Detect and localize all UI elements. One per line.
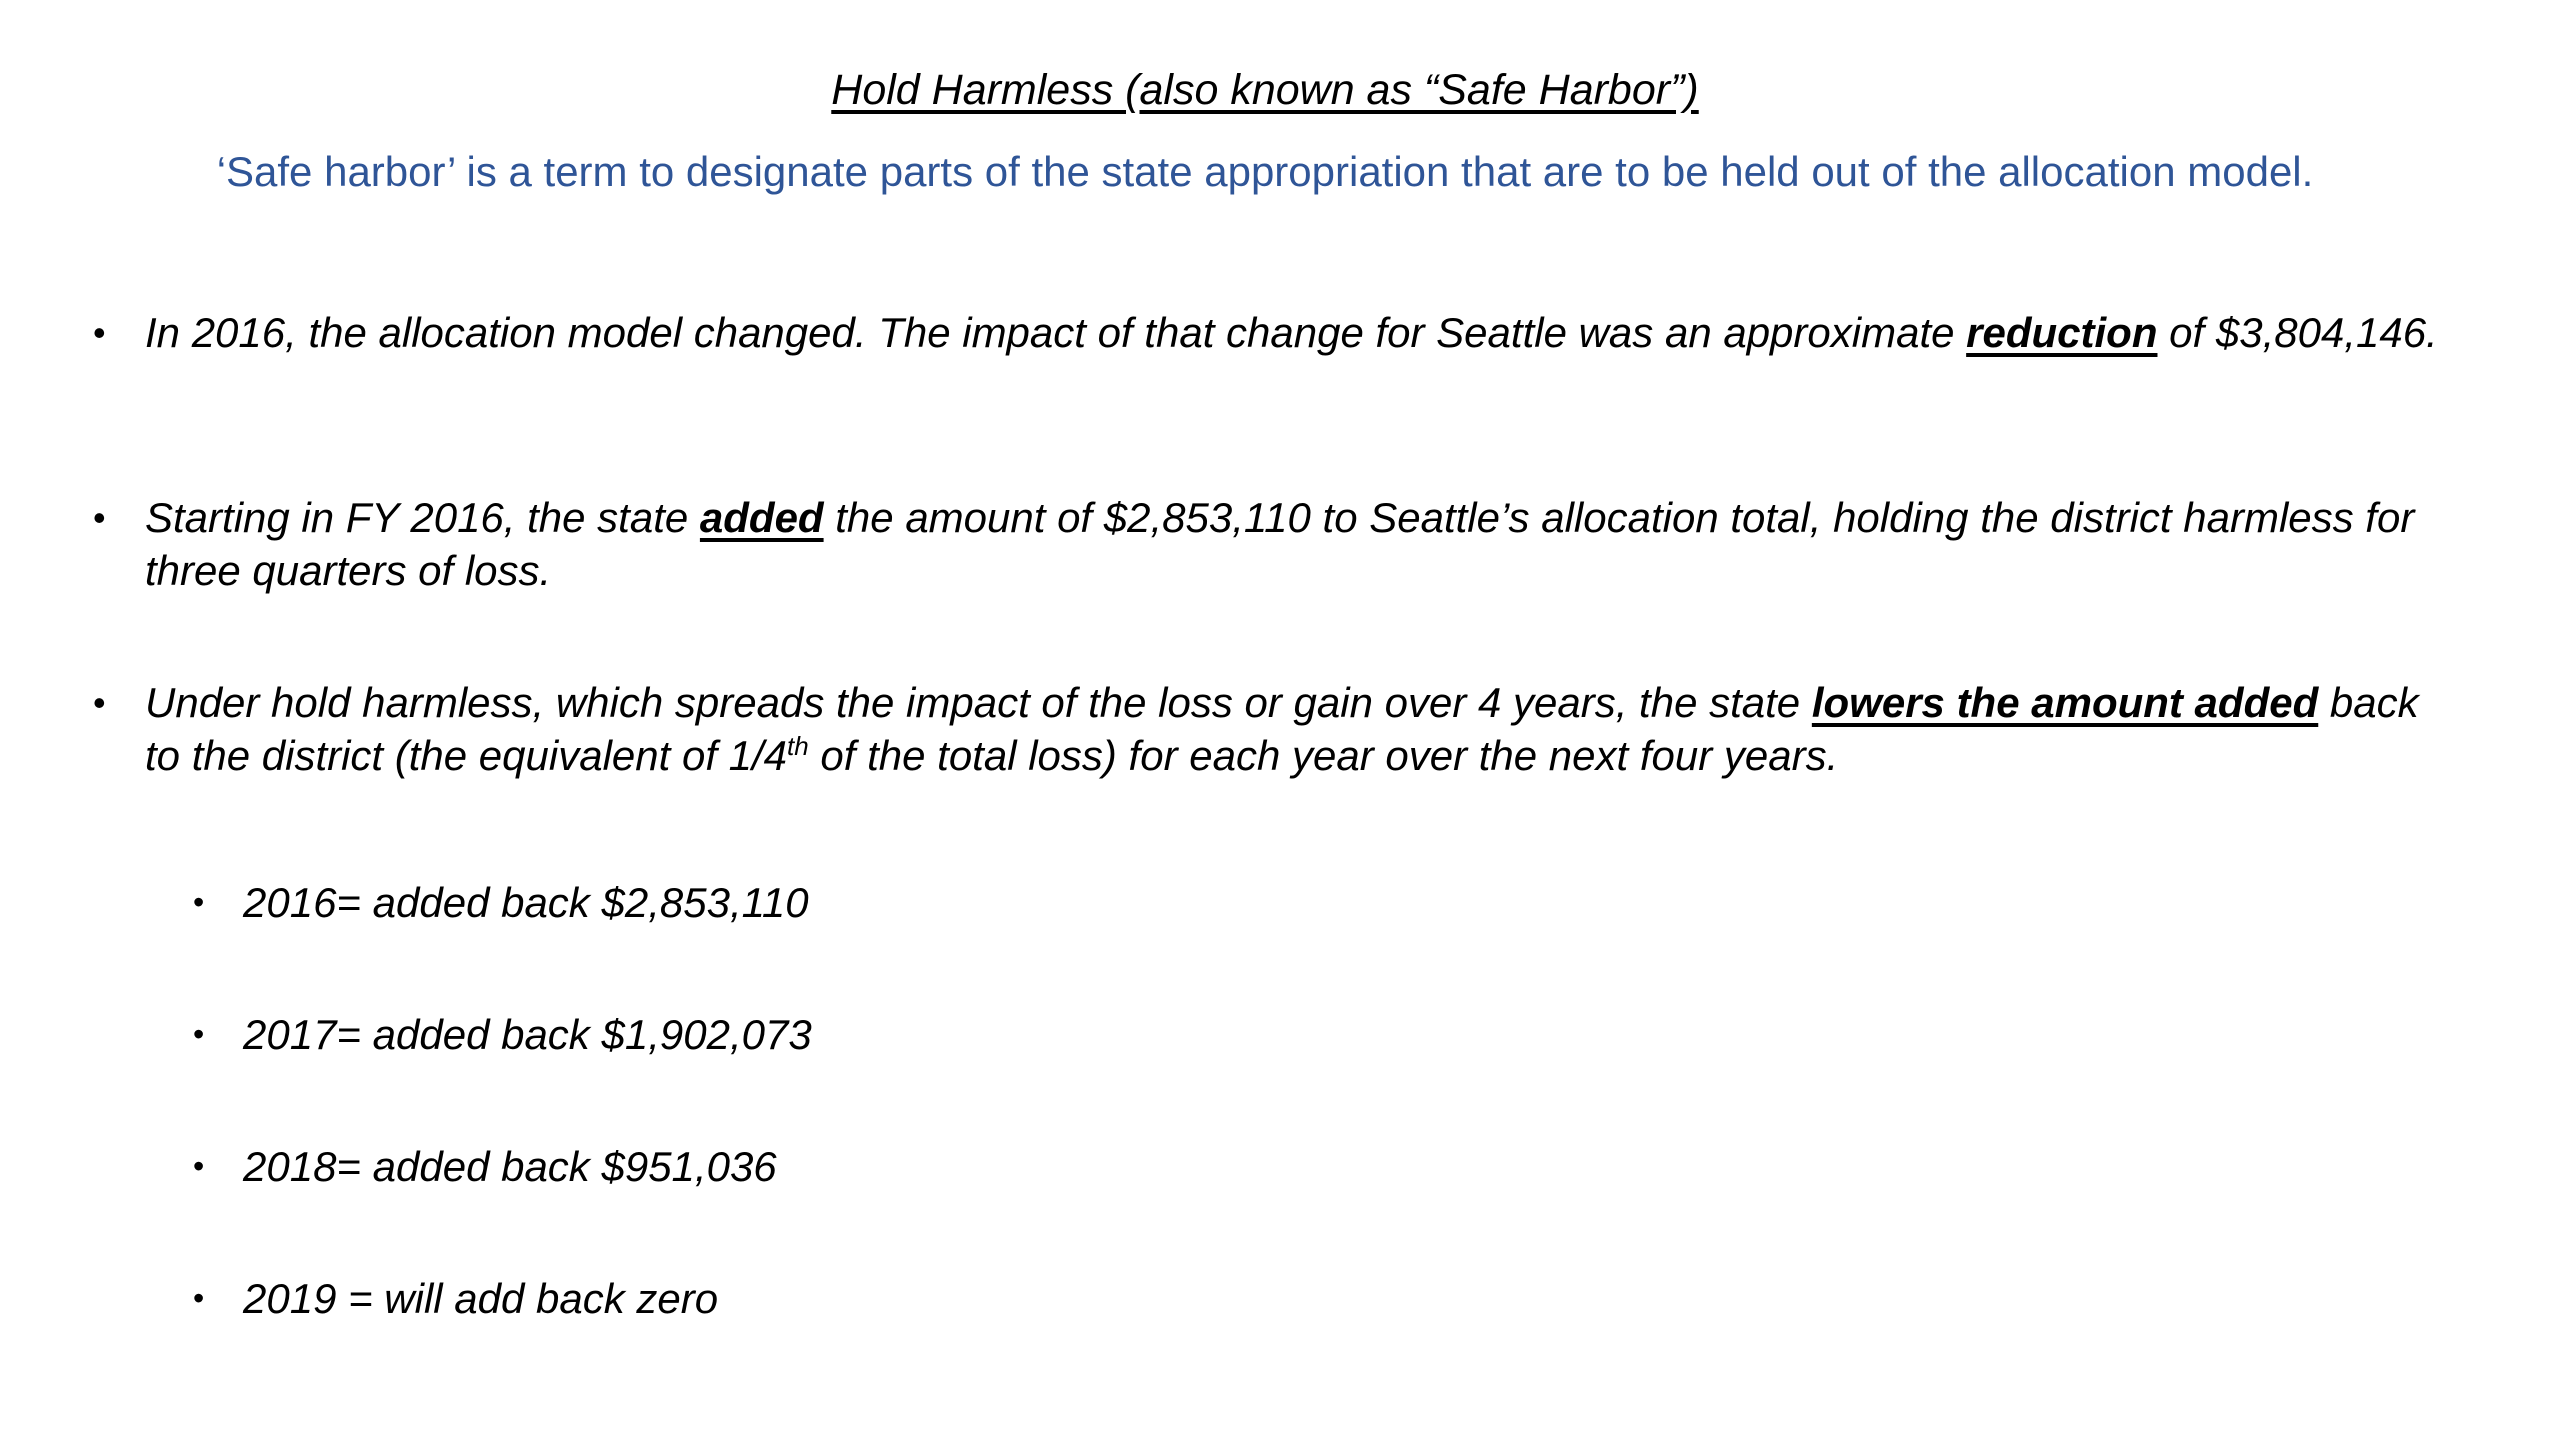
- bullet-dot: •: [93, 682, 106, 723]
- bullet-reduction: [93, 306, 2445, 359]
- bullet-dot: •: [193, 1148, 205, 1184]
- bullet-dot: •: [193, 1280, 205, 1316]
- sub-bullet-2016: [193, 876, 809, 929]
- bullet-dot: •: [93, 497, 106, 538]
- bullet-added: [93, 491, 2445, 597]
- bullet-text-pre: Under hold harmless, which spreads the impact of the loss or gain over 4 years, the state: [145, 679, 1812, 726]
- sub-bullet-2019: [193, 1272, 719, 1325]
- bullet-dot: •: [193, 884, 205, 920]
- bullet-text-post: of $3,804,146.: [2157, 309, 2438, 356]
- bullet-emphasis: added: [699, 494, 824, 541]
- bullet-dot: •: [93, 312, 106, 353]
- bullet-text-post: of the total loss) for each year over the next four years.: [808, 732, 1839, 779]
- bullet-hold-harmless: [93, 676, 2445, 782]
- slide-title: Hold Harmless (also known as “Safe Harbor”): [831, 66, 1699, 114]
- bullet-text-post: the amount of $2,853,110 to Seattle’s allocation total, holding the district harmless for three quarters of loss.: [145, 494, 2415, 594]
- bullet-dot: •: [193, 1016, 205, 1052]
- sub-bullet-2017: [193, 1008, 812, 1061]
- sub-bullet-2018: [193, 1140, 777, 1193]
- bullet-emphasis: lowers the amount added: [1811, 679, 2319, 726]
- sub-bullet-text: 2019 = will add back zero: [243, 1275, 719, 1322]
- sub-bullet-text: 2017= added back $1,902,073: [243, 1011, 812, 1058]
- bullet-text-pre: In 2016, the allocation model changed. The impact of that change for Seattle was an approximate: [145, 309, 1967, 356]
- sub-bullet-text: 2016= added back $2,853,110: [243, 879, 809, 926]
- ordinal-superscript: th: [787, 731, 809, 761]
- bullet-text-mid: back to the district (the equivalent of 1/4: [145, 679, 2419, 779]
- bullet-text-pre: Starting in FY 2016, the state: [145, 494, 700, 541]
- slide-subtitle: ‘Safe harbor’ is a term to designate parts of the state appropriation that are to be held out of the allocation model.: [216, 148, 2314, 195]
- sub-bullet-text: 2018= added back $951,036: [243, 1143, 777, 1190]
- bullet-emphasis: reduction: [1966, 309, 2158, 356]
